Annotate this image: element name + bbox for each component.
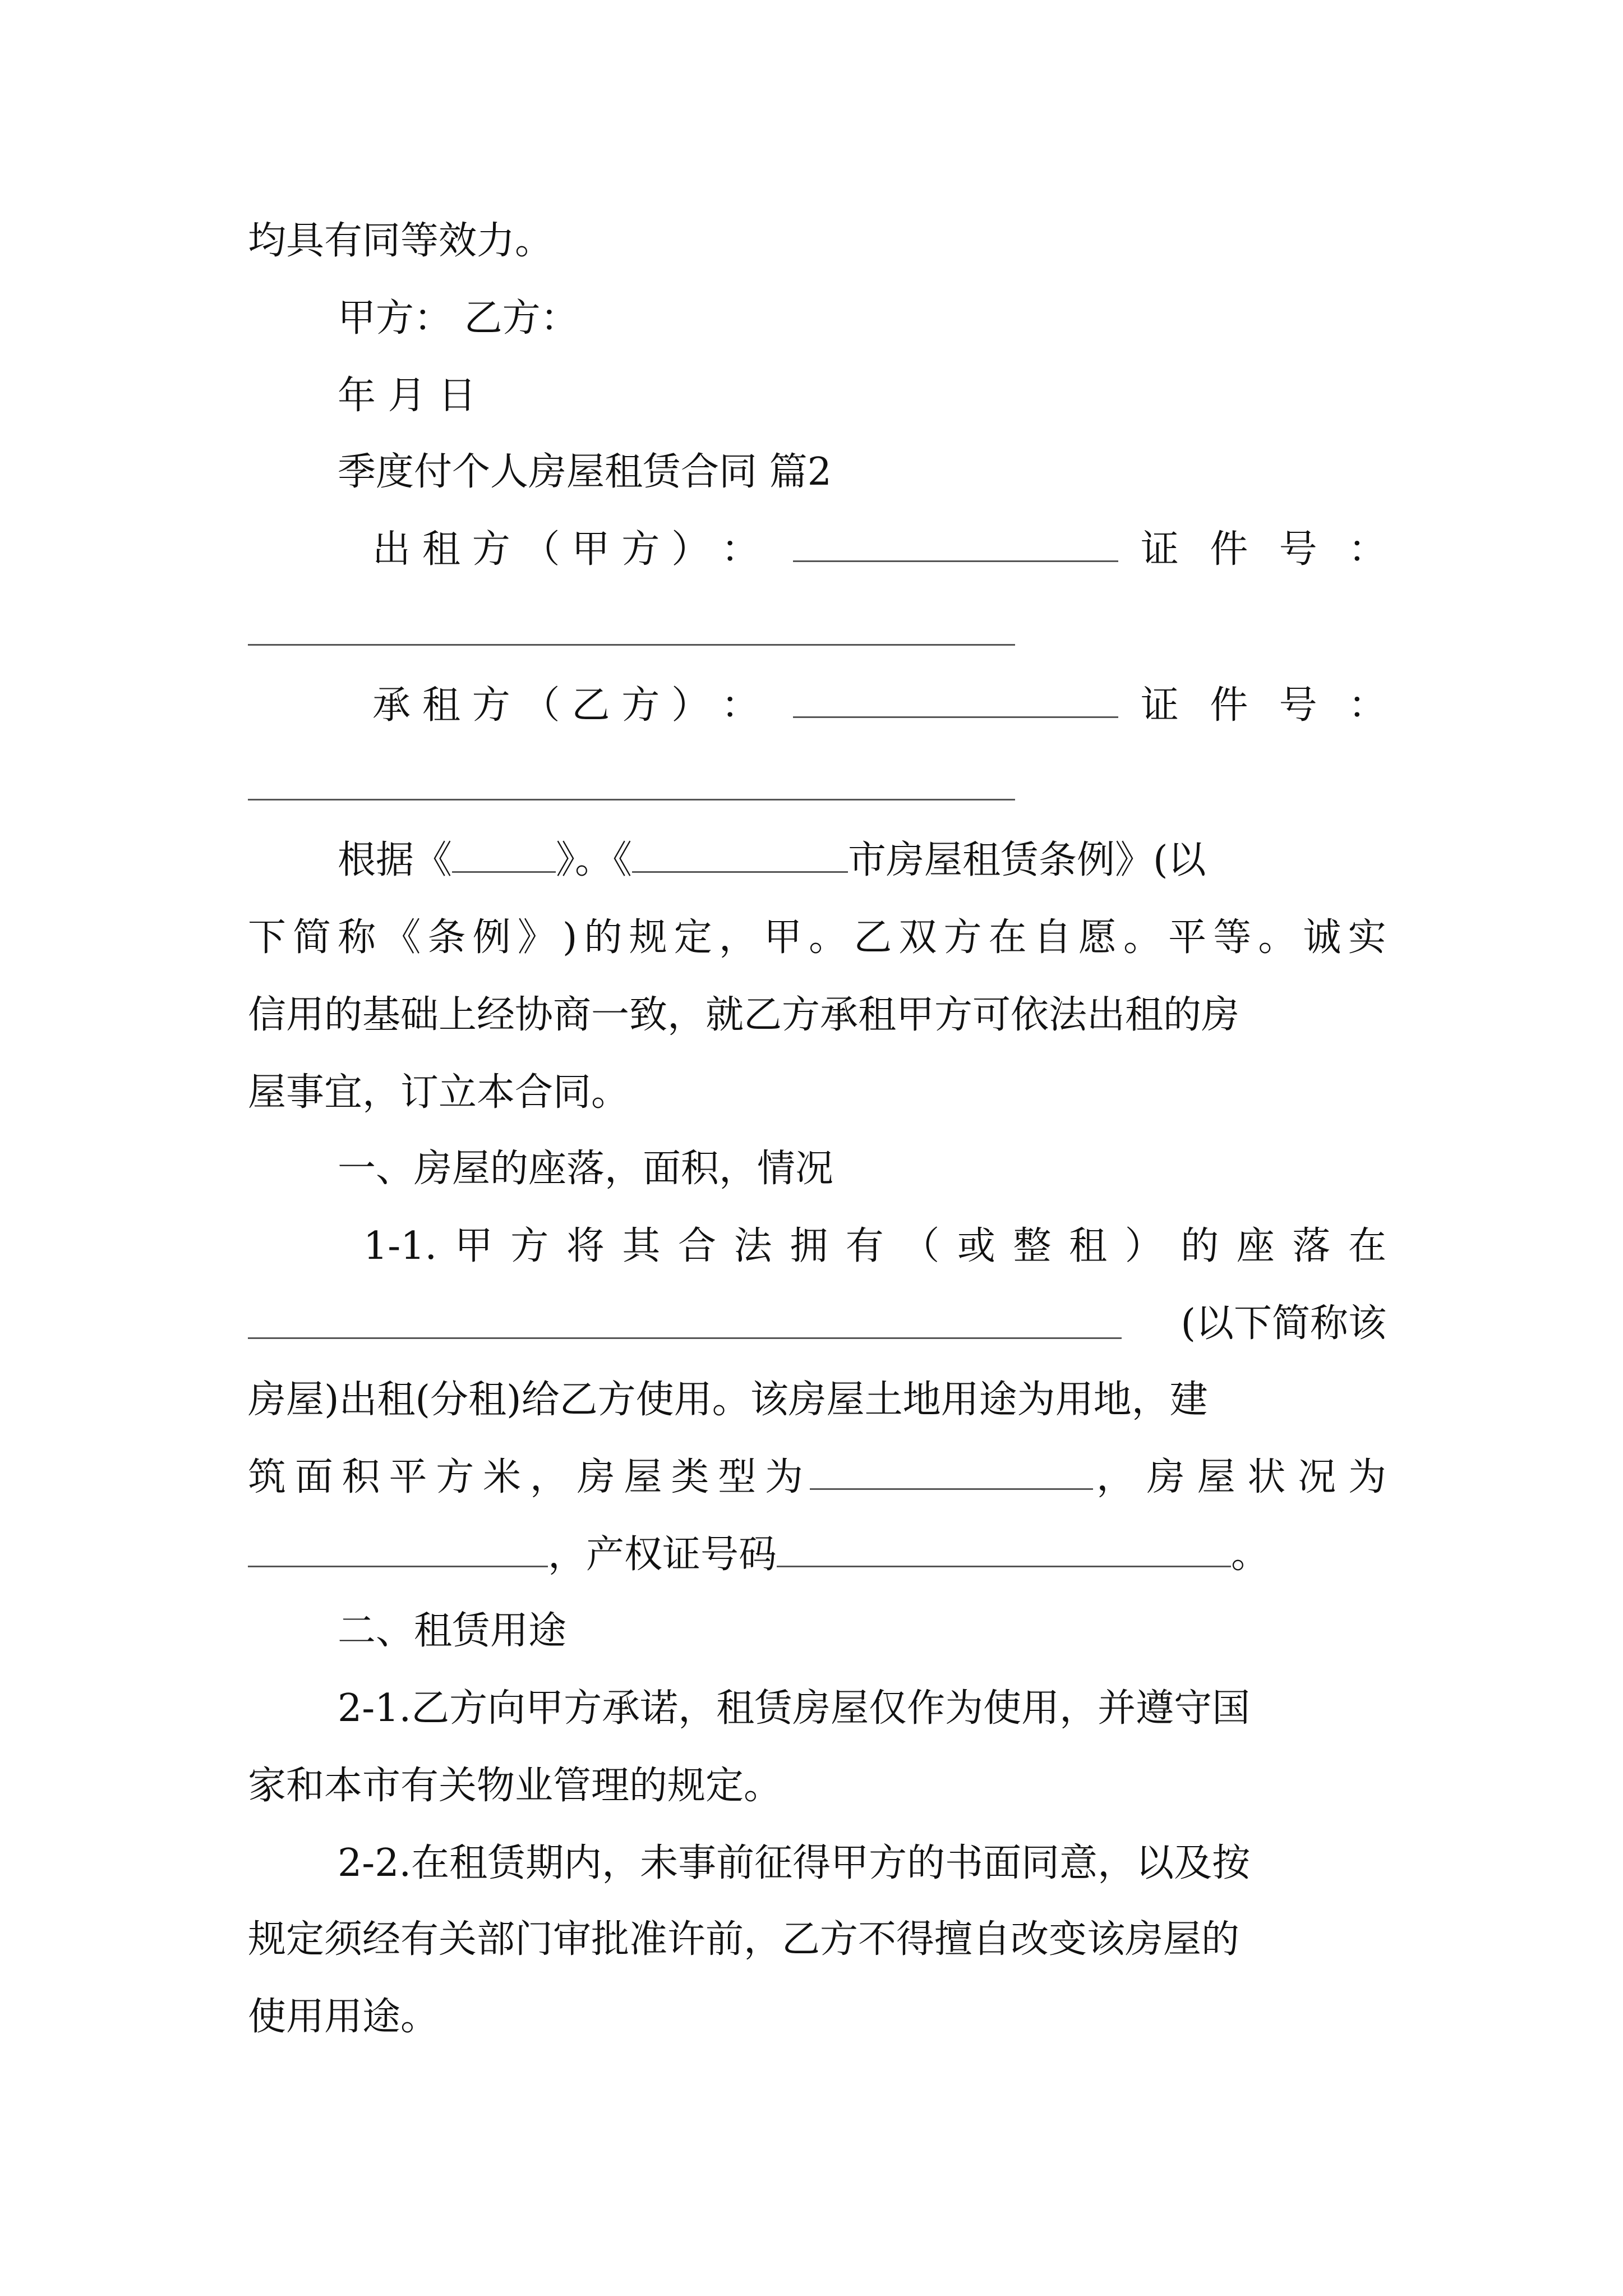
glyph: 筑 <box>248 1455 287 1499</box>
preamble-line-1: 根据《 》。《 市房屋租赁条例》(以 <box>338 832 1206 889</box>
glyph: 方 <box>436 1455 474 1499</box>
glyph: ， <box>529 1455 568 1499</box>
glyph: 。 <box>1123 915 1162 960</box>
glyph: 方 <box>943 915 982 960</box>
glyph: 其 <box>622 1224 661 1268</box>
glyph: 米 <box>483 1455 522 1499</box>
glyph: 房 <box>1146 1455 1185 1499</box>
section-heading-2: 二、租赁用途 <box>338 1609 567 1653</box>
clause-1-1-line-4 <box>248 1450 1386 1506</box>
glyph: ： <box>1348 683 1386 728</box>
glyph: 件 <box>1210 527 1248 572</box>
house-type-blank <box>810 1453 1093 1490</box>
glyph: 《 <box>382 915 421 960</box>
text-line: 均具有同等效力。 <box>248 219 554 263</box>
law-name-blank <box>452 836 556 873</box>
glyph: 或 <box>957 1224 995 1268</box>
glyph: 出 <box>372 527 411 572</box>
glyph: 平 <box>1168 915 1207 960</box>
glyph: ， <box>1096 1455 1135 1499</box>
glyph: ： <box>721 527 759 572</box>
glyph: 有 <box>845 1224 884 1268</box>
glyph: 等 <box>1213 915 1252 960</box>
city-name-blank <box>632 836 848 873</box>
glyph: 平 <box>389 1455 427 1499</box>
lessor-id-blank <box>248 644 1015 646</box>
glyph: 。 <box>1258 915 1297 960</box>
clause-2-1-line-1: 2-1.乙方向甲方承诺，租赁房屋仅作为使用，并遵守国 <box>338 1686 1251 1731</box>
glyph: 法 <box>734 1224 772 1268</box>
glyph: 类 <box>671 1455 709 1499</box>
glyph: ) <box>562 915 578 960</box>
glyph: 落 <box>1292 1224 1331 1268</box>
glyph: 为 <box>1348 1455 1386 1499</box>
glyph: 座 <box>1236 1224 1275 1268</box>
glyph: 乙 <box>571 683 610 728</box>
glyph: 屋 <box>1197 1455 1235 1499</box>
glyph: 简 <box>293 915 331 960</box>
glyph: ： <box>1348 527 1386 572</box>
lessor-label <box>372 522 759 578</box>
clause-2-2-line-2: 规定须经有关部门审批准许前，乙方不得擅自改变该房屋的 <box>248 1917 1240 1962</box>
glyph: 》 <box>517 915 556 960</box>
glyph: 条 <box>427 915 466 960</box>
lessee-line <box>372 678 1386 734</box>
glyph: 型 <box>718 1455 757 1499</box>
glyph: 的 <box>584 915 623 960</box>
glyph: （ <box>522 683 560 728</box>
preamble-line-2 <box>248 910 1386 966</box>
lessee-name-blank <box>793 682 1118 718</box>
certificate-number-blank <box>777 1531 1231 1567</box>
glyph: 证 <box>1141 683 1179 728</box>
glyph: 定 <box>674 915 712 960</box>
glyph: 承 <box>372 683 411 728</box>
glyph: 租 <box>422 683 460 728</box>
lessee-id-blank <box>248 799 1015 800</box>
property-address-blank <box>248 1337 1122 1339</box>
glyph: 合 <box>678 1224 717 1268</box>
glyph: 方 <box>621 527 660 572</box>
glyph: 租 <box>422 527 460 572</box>
glyph: 甲 <box>571 527 610 572</box>
glyph: 乙 <box>854 915 892 960</box>
clause-1-1-line-5: ，产权证号码 。 <box>248 1527 1269 1583</box>
clause-1-1-line-2: (以下简称该 <box>1181 1301 1386 1346</box>
glyph: ） <box>671 683 710 728</box>
glyph: 1-1. <box>363 1224 437 1268</box>
glyph: 例 <box>472 915 511 960</box>
glyph: 况 <box>1298 1455 1336 1499</box>
glyph: 双 <box>898 915 937 960</box>
preamble-line-4: 屋事宜，订立本合同。 <box>248 1070 630 1115</box>
glyph: 屋 <box>624 1455 662 1499</box>
lessor-line <box>372 522 1386 578</box>
glyph: 拥 <box>790 1224 828 1268</box>
glyph: 积 <box>342 1455 380 1499</box>
glyph: 号 <box>1279 683 1317 728</box>
section-heading-1: 一、房屋的座落，面积，情况 <box>338 1147 834 1191</box>
clause-1-1-line-3: 房屋)出租(分租)给乙方使用。该房屋土地用途为用地，建 <box>248 1378 1208 1422</box>
clause-2-1-line-2: 家和本市有关物业管理的规定。 <box>248 1764 782 1808</box>
glyph: 方 <box>472 527 510 572</box>
signature-date: 年 月 日 <box>338 374 477 418</box>
clause-2-2-line-1: 2-2.在租赁期内，未事前征得甲方的书面同意，以及按 <box>338 1841 1251 1885</box>
glyph: 为 <box>764 1455 803 1499</box>
glyph: 。 <box>809 915 847 960</box>
glyph: 方 <box>621 683 660 728</box>
contract-heading: 季度付个人房屋租赁合同 篇2 <box>338 450 832 494</box>
glyph: 整 <box>1013 1224 1052 1268</box>
clause-1-1-line-1 <box>363 1218 1386 1274</box>
glyph: ， <box>718 915 757 960</box>
glyph: 号 <box>1279 527 1317 572</box>
lessor-name-blank <box>793 526 1118 562</box>
glyph: 件 <box>1210 683 1248 728</box>
glyph: 实 <box>1348 915 1386 960</box>
glyph: 面 <box>294 1455 333 1499</box>
glyph: 规 <box>629 915 667 960</box>
glyph: 将 <box>566 1224 605 1268</box>
glyph: ） <box>671 527 710 572</box>
lessor-id-label <box>1141 522 1386 578</box>
glyph: 的 <box>1181 1224 1219 1268</box>
glyph: 房 <box>577 1455 615 1499</box>
glyph: 证 <box>1141 527 1179 572</box>
glyph: 甲 <box>764 915 803 960</box>
glyph: （ <box>901 1224 940 1268</box>
house-condition-blank <box>248 1531 548 1567</box>
lessee-label <box>372 678 759 734</box>
glyph: （ <box>522 527 560 572</box>
glyph: 称 <box>338 915 376 960</box>
clause-2-2-line-3: 使用用途。 <box>248 1995 439 2039</box>
glyph: 自 <box>1033 915 1072 960</box>
glyph: 诚 <box>1303 915 1341 960</box>
signature-parties: 甲方： 乙方： <box>338 296 579 341</box>
glyph: 在 <box>988 915 1027 960</box>
glyph: 甲 <box>454 1224 493 1268</box>
glyph: 愿 <box>1078 915 1117 960</box>
glyph: 状 <box>1247 1455 1286 1499</box>
glyph: 在 <box>1348 1224 1386 1268</box>
glyph: ： <box>721 683 759 728</box>
glyph: 方 <box>510 1224 549 1268</box>
glyph: ） <box>1124 1224 1163 1268</box>
glyph: 下 <box>248 915 287 960</box>
glyph: 方 <box>472 683 510 728</box>
lessee-id-label <box>1141 678 1386 734</box>
glyph: 租 <box>1069 1224 1108 1268</box>
preamble-line-3: 信用的基础上经协商一致，就乙方承租甲方可依法出租的房 <box>248 993 1240 1037</box>
